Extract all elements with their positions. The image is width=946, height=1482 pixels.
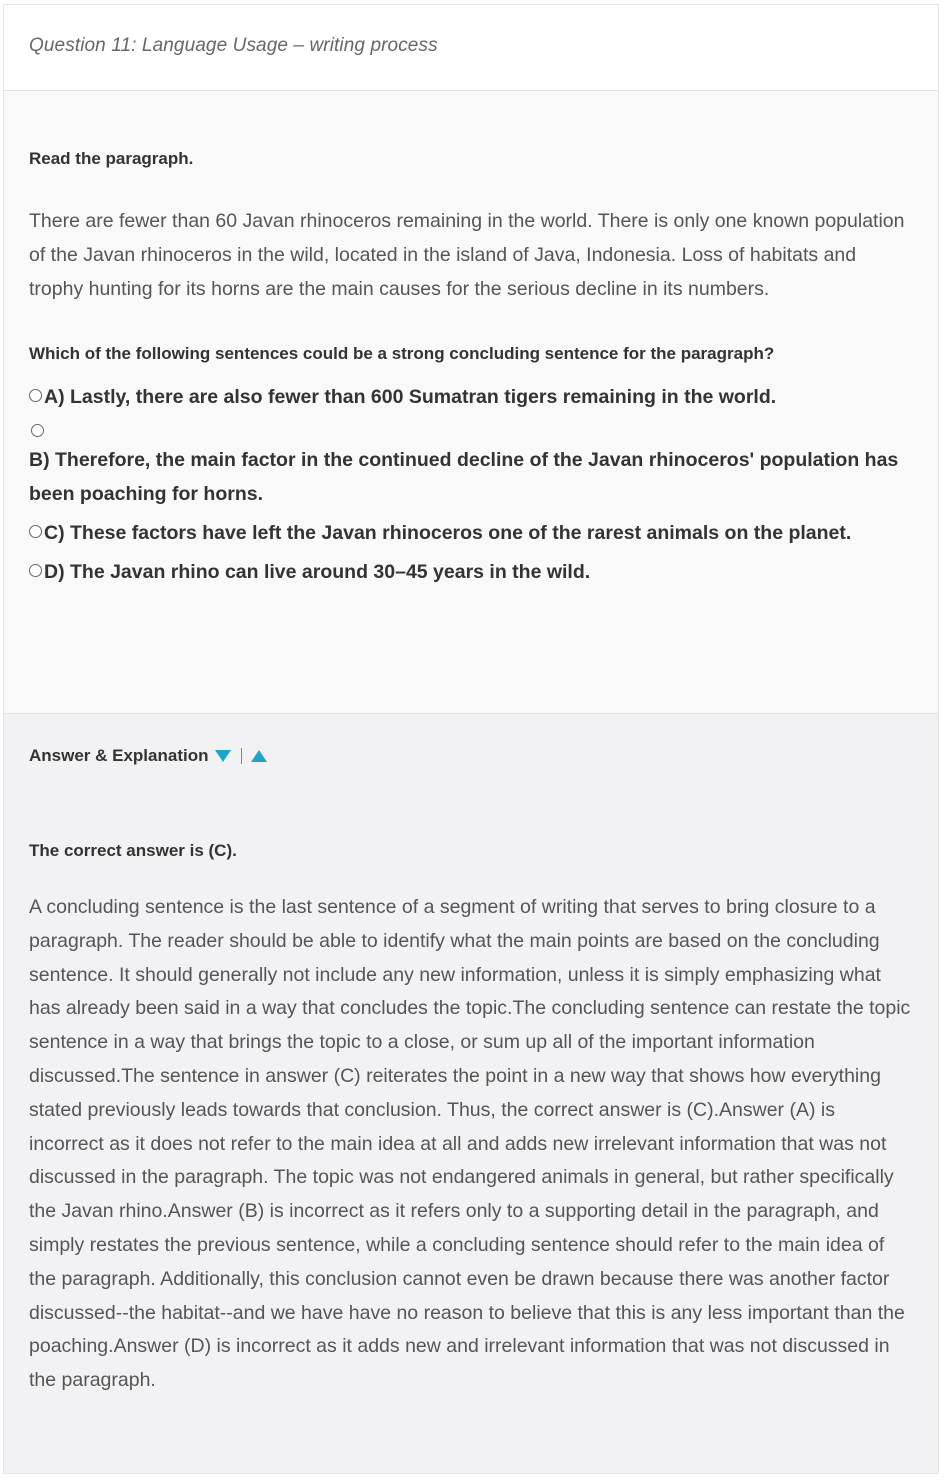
question-card [3, 4, 939, 1474]
explanation-text: A concluding sentence is the last sentence of a segment of writing that serves to bring closure to a paragraph. The reader should be able to identify what the main points are based on the concluding sentence. It should generally not include any new information, unless it is simply emphasizing what has already been said in a way that concludes the topic.The concluding sentence can restate the topic sentence in a way that brings the topic to a close, or sum up all of the important information discussed.The sentence in answer (C) reiterates the point in a new way that shows how everything stated previously leads towards that conclusion. Thus, the correct answer is (C).Answer (A) is incorrect as it does not refer to the main idea at all and adds new irrelevant information that was not discussed in the paragraph. The topic was not endangered animals in general, but rather specifically the Javan rhino.Answer (B) is incorrect as it refers only to a supporting detail in the paragraph, and simply restates the previous sentence, while a concluding sentence should refer to the main idea of the paragraph. Additionally, this conclusion cannot even be drawn because there was another factor discussed--the habitat--and we have have no reason to believe that this is any less important than the poaching.Answer (D) is incorrect as it adds new and irrelevant information that was not discussed in the paragraph. [29, 896, 911, 1392]
radio-unchecked-icon[interactable] [29, 564, 42, 577]
triangle-up-icon[interactable] [251, 750, 267, 762]
choice-d[interactable] [29, 555, 913, 589]
answer-choices [29, 380, 913, 589]
choice-b[interactable] [29, 424, 913, 511]
answer-toggle-label[interactable]: Answer & Explanation [29, 746, 209, 765]
choice-b-label: B) Therefore, the main factor in the continued decline of the Javan rhinoceros' population has been poaching for horns. [29, 449, 899, 505]
question-prompt: Which of the following sentences could be a strong concluding sentence for the paragraph? [29, 344, 775, 363]
choice-a-label: A) Lastly, there are also fewer than 600 Sumatran tigers remaining in the world. [44, 386, 777, 408]
toggle-divider [241, 748, 242, 764]
question-header [4, 5, 938, 91]
radio-unchecked-icon[interactable] [31, 424, 44, 437]
radio-unchecked-icon[interactable] [29, 525, 42, 538]
triangle-down-icon[interactable] [215, 750, 231, 762]
choice-c[interactable] [29, 516, 913, 550]
question-title: Question 11: Language Usage – writing process [29, 35, 438, 56]
answer-section [4, 714, 938, 1473]
choice-c-label: C) These factors have left the Javan rhinoceros one of the rarest animals on the planet. [44, 522, 852, 544]
instruction-text: Read the paragraph. [29, 149, 194, 168]
choice-a[interactable] [29, 380, 913, 414]
choice-d-label: D) The Javan rhino can live around 30–45 years in the wild. [44, 561, 591, 583]
passage-text: There are fewer than 60 Javan rhinoceros remaining in the world. There is only one known population of the Javan rhinoceros in the wild, located in the island of Java, Indonesia. Loss of habitats and trophy hunting for its horns are the main causes for the serious decline in its numbers. [29, 210, 905, 300]
question-body [4, 91, 938, 714]
radio-unchecked-icon[interactable] [29, 389, 42, 402]
correct-answer-text: The correct answer is (C). [29, 841, 237, 860]
answer-toggle [29, 746, 913, 766]
